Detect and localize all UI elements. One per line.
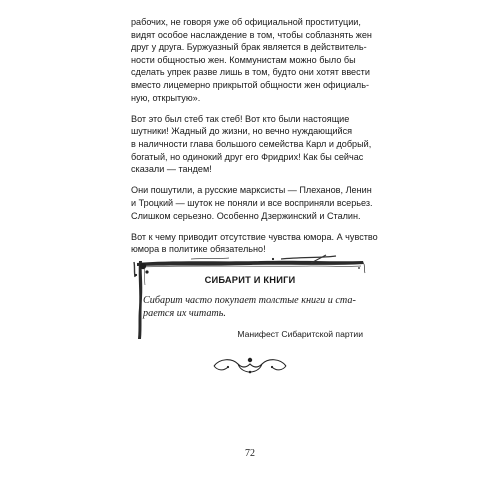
text-line: и Троцкий — шуток не поняли и все восприняли всерьез. (131, 197, 373, 208)
text-line: сказали — тандем! (131, 164, 212, 175)
sidebar-box (131, 253, 369, 345)
text-line: вместо лицемерно прикрытой общности жен официаль- (131, 79, 369, 90)
text-line: сделать упрек разве лишь в том, будто они хотят ввести (131, 67, 370, 78)
text-line: друг у друга. Буржуазный брак является в действитель- (131, 42, 367, 53)
paragraph-3 (131, 184, 371, 222)
text-line: рабочих, не говоря уже об официальной проституции, (131, 17, 361, 27)
text-line: в наличности глава большого семейства Карл и добрый, (131, 138, 372, 149)
paragraph-1 (131, 16, 371, 104)
text-line: Вот это был стеб так стеб! Вот кто были настоящие (131, 113, 350, 124)
main-text (131, 16, 378, 264)
text-line: ную, открытую». (131, 92, 201, 103)
quote-line: рается их читать. (143, 308, 226, 320)
sidebar-box-quote (143, 294, 365, 321)
text-line: юмора в политике обязательно! (131, 244, 266, 255)
sidebar-box-attribution: Манифест Сибаритской партии (237, 329, 363, 339)
text-line: шутники! Жадный до жизни, но вечно нуждающийся (131, 126, 353, 137)
text-line: Вот к чему приводит отсутствие чувства юмора. А чувство (131, 231, 378, 242)
text-line: ности общностью жен. Коммунистам можно было бы (131, 54, 356, 65)
text-line: видят особое наслаждение в том, чтобы соблазнять жен (131, 29, 372, 40)
text-line: богатый, но одинокий друг его Фридрих! Как бы сейчас (131, 151, 364, 162)
sidebar-box-title: СИБАРИТ И КНИГИ (204, 275, 296, 285)
text-line: Они пошутили, а русские марксисты — Плеханов, Ленин (131, 185, 372, 196)
decorative-ornament-icon (210, 354, 290, 376)
page-number: 72 (245, 448, 255, 459)
quote-line: Сибарит часто покупает толстые книги и ста- (143, 295, 356, 306)
text-line: Слишком серьезно. Особенно Дзержинский и Сталин. (131, 210, 361, 221)
paragraph-2 (131, 113, 371, 176)
